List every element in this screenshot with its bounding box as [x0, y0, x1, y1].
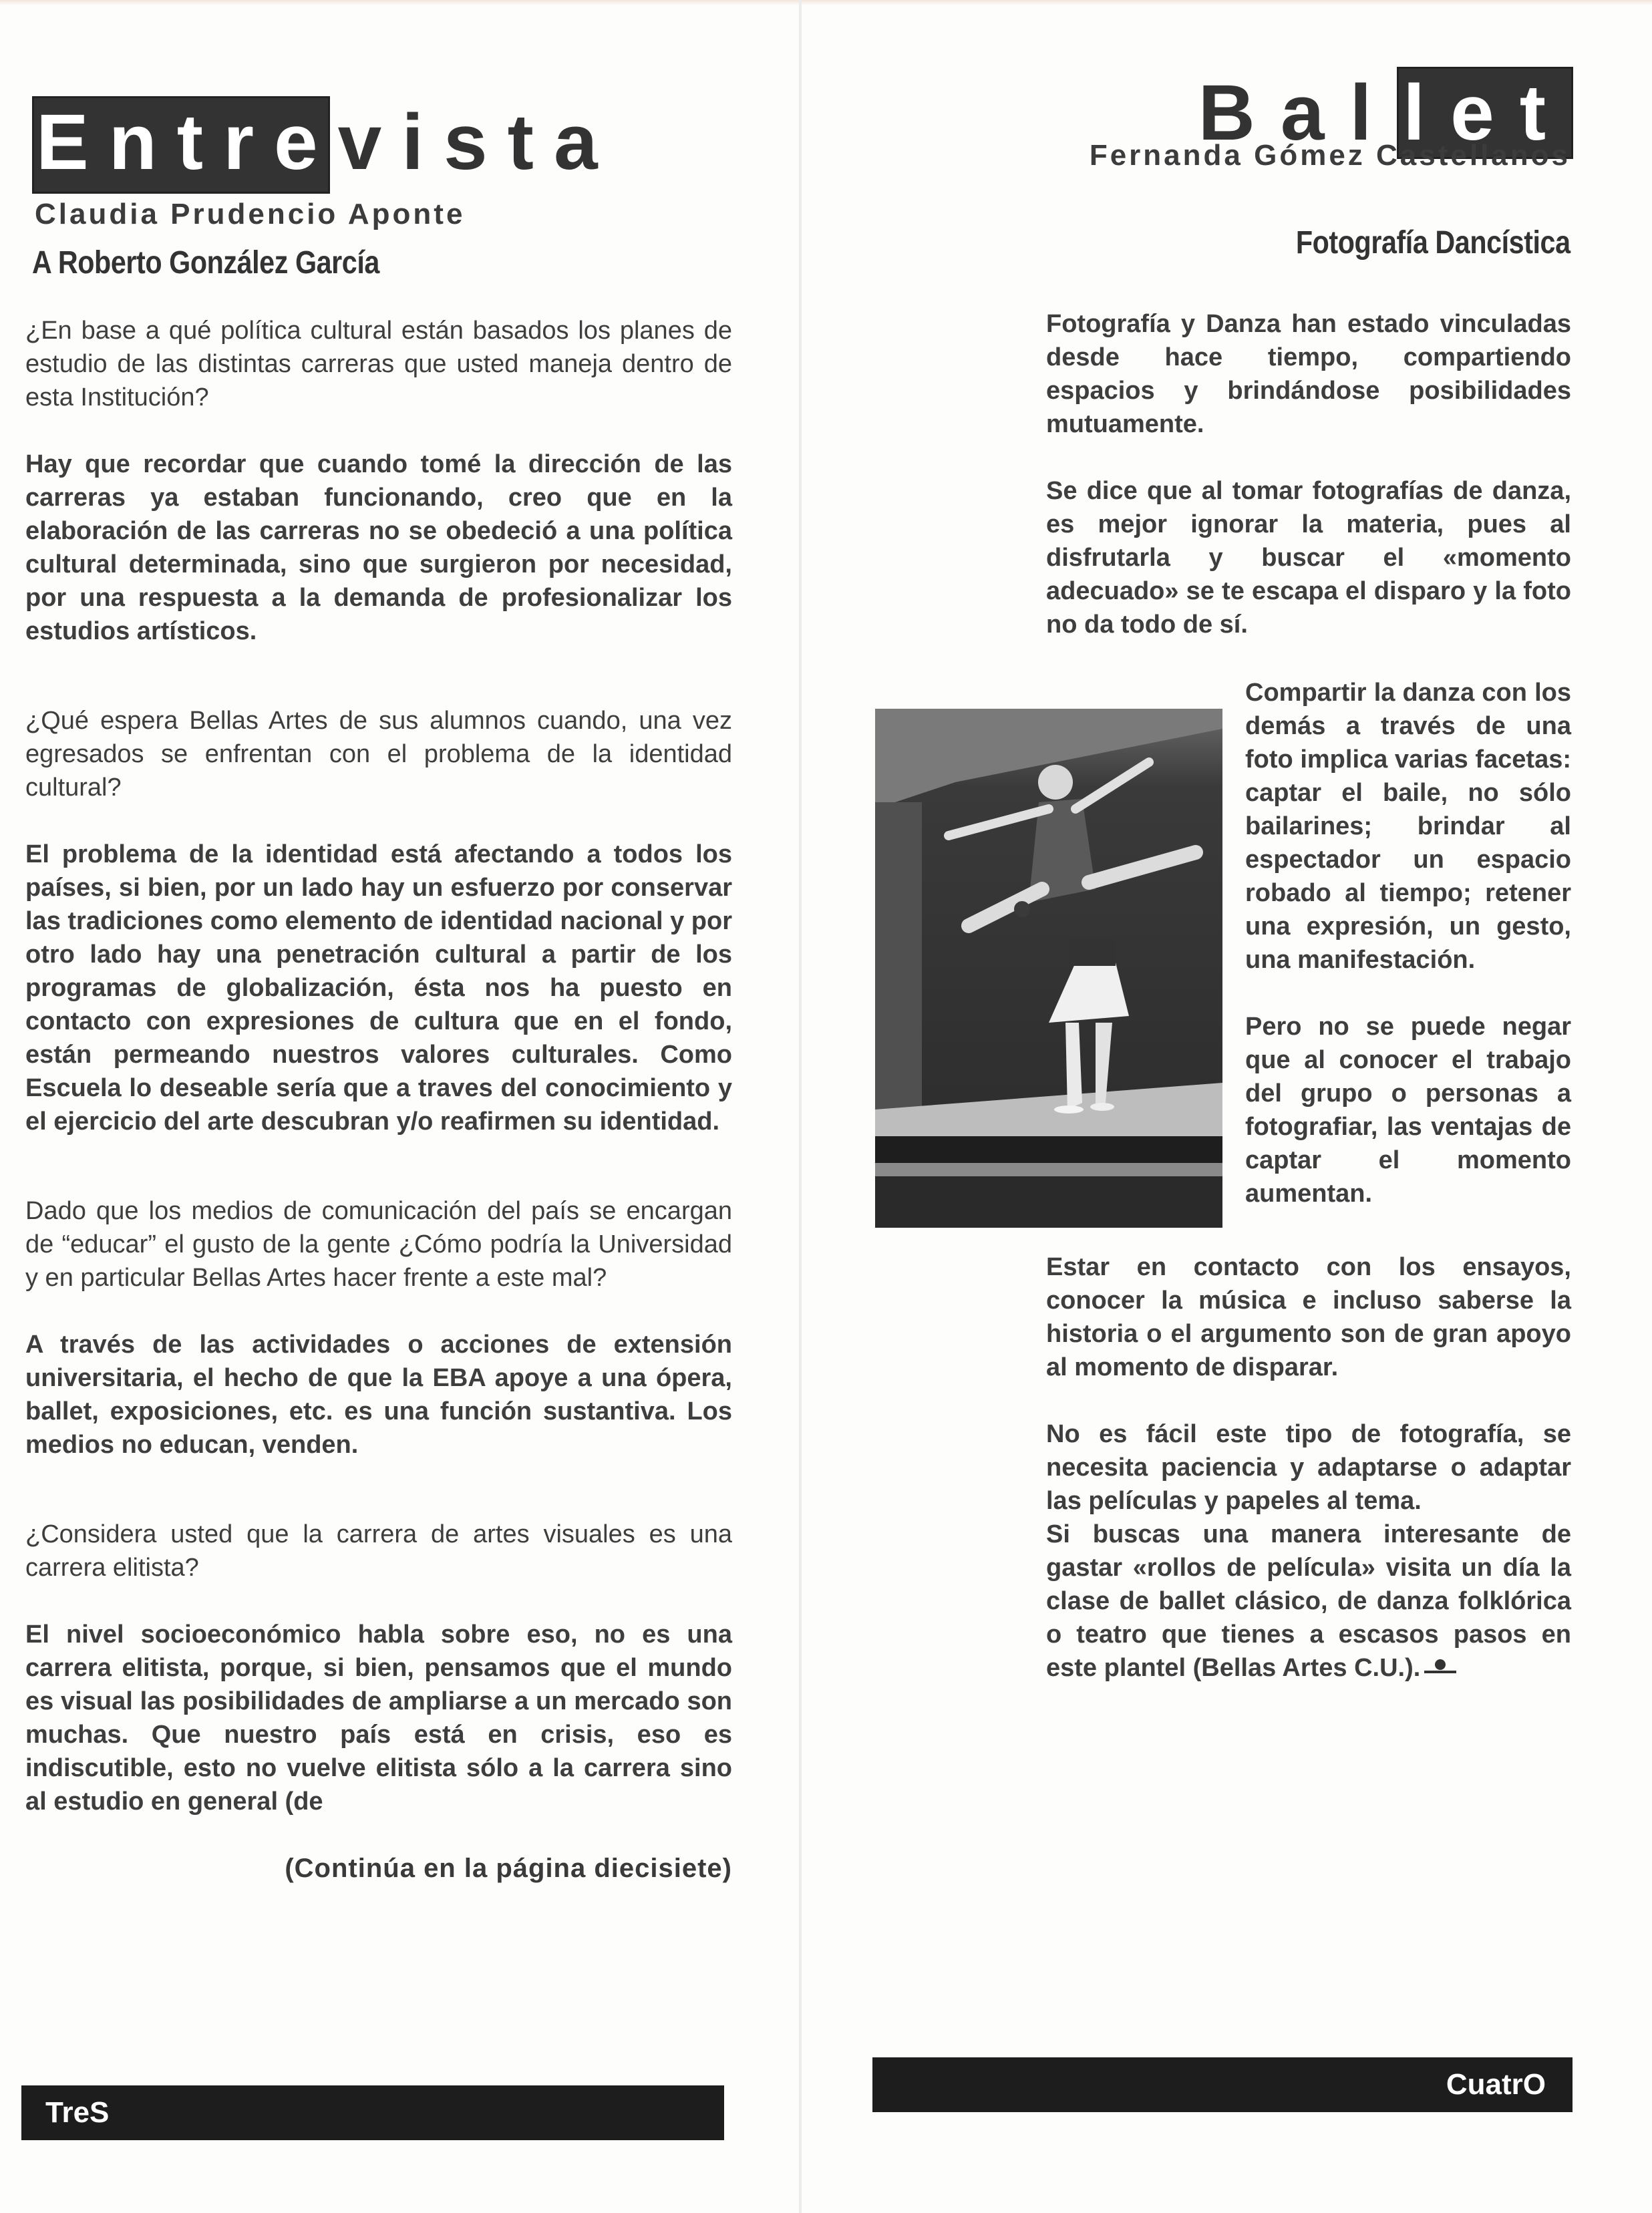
paragraph: Compartir la danza con los demás a través de una foto implica varias facetas: captar el baile, no sólo bailarines; brindar al espectador un espacio robado al tiempo; retener una expresión, un gesto, una manifestación. — [1245, 679, 1571, 974]
continued-note: (Continúa en la página diecisiete) — [285, 1854, 732, 1883]
paragraph: No es fácil este tipo de fotografía, se necesita paciencia y adaptarse o adaptar las películas y papeles al tema. — [1046, 1420, 1571, 1515]
section-title-plain: Bal — [1198, 69, 1397, 157]
article-body — [875, 676, 1571, 1719]
section-title-text: Entrevista — [31, 92, 618, 192]
end-of-article-icon — [1420, 1653, 1460, 1686]
answer-1: Hay que recordar que cuando tomé la dirección de las carreras ya estaban funcionando, creo que en la elaboración de las carreras no se obedeció a una política cultural determinada, sino que surgieron por necesidad, por una respuesta a la demanda de profesionalizar los estudios artísticos. — [25, 450, 732, 645]
answer-4: El nivel socioeconómico habla sobre eso, no es una carrera elitista, porque, si bien, pensamos que el mundo es visual las posibilidades de ampliarse a un mercado son muchas. Que nuestro país está en crisis, eso es indiscutible, esto no vuelve elitista sólo a la carrera sino al estudio en general (de — [25, 1621, 732, 1816]
paper-top-edge — [0, 0, 1652, 5]
article-conclusion — [1046, 1244, 1571, 1686]
section-title-inverted: let — [1397, 67, 1573, 159]
paragraph: Pero no se puede negar que al conocer el trabajo del grupo o personas a fotografiar, las ventajas de captar el momento aumentan. — [1245, 1013, 1571, 1208]
section-title-entrevista — [31, 92, 618, 192]
interview-body — [25, 314, 732, 1885]
page-fold — [799, 0, 802, 2213]
article-intro — [1046, 307, 1571, 675]
ballet-photo-icon — [875, 709, 1222, 1228]
interview-subtitle: A Roberto González García — [32, 245, 379, 281]
question-2: ¿Qué espera Bellas Artes de sus alumnos cuando, una vez egresados se enfrentan con el problema de la identidad cultural? — [25, 707, 732, 802]
paragraph-final — [1046, 1518, 1571, 1686]
question-4: ¿Considera usted que la carrera de artes visuales es una carrera elitista? — [25, 1520, 732, 1582]
paragraph: Estar en contacto con los ensayos, conocer la música e incluso saberse la historia o el argumento son de gran apoyo al momento de disparar. — [1046, 1253, 1571, 1381]
page-number-right: CuatrO — [1446, 2068, 1546, 2101]
paragraph: Fotografía y Danza han estado vinculadas desde hace tiempo, compartiendo espacios y brindándose posibilidades mutuamente. — [1046, 310, 1571, 438]
answer-3: A través de las actividades o acciones de extensión universitaria, el hecho de que la EBA apoye a una ópera, ballet, exposiciones, etc. es una función sustantiva. Los medios no educan, venden. — [25, 1331, 732, 1459]
paragraph: Se dice que al tomar fotografías de danza, es mejor ignorar la materia, pues al disfrutarla y buscar el «momento adecuado» se te escapa el disparo y la foto no da todo de sí. — [1046, 477, 1571, 639]
answer-2: El problema de la identidad está afectando a todos los países, si bien, por un lado hay un esfuerzo por conservar las tradiciones como elemento de identidad nacional y por otro lado hay una penetración cultural a partir de los programas de globalización, ésta nos ha puesto en contacto con expresiones de cultura que en el fondo, están permeando nuestros valores culturales. Como Escuela lo deseable sería que a traves del conocimiento y el ejercicio del arte descubran y/o reafirmen su identidad. — [25, 840, 732, 1136]
paragraph-final-text: Si buscas una manera interesante de gastar «rollos de película» visita un día la clase de ballet clásico, de danza folklórica o teatro que tienes a escasos pasos en este plantel (Bellas Artes C.U.). — [1046, 1520, 1571, 1682]
page-footer-left — [21, 2085, 724, 2140]
author-right: Fernanda Gómez Castellanos — [1089, 139, 1571, 172]
page-footer-right — [872, 2057, 1573, 2112]
author-left: Claudia Prudencio Aponte — [35, 198, 466, 230]
question-3: Dado que los medios de comunicación del país se encargan de “educar” el gusto de la gente ¿Cómo podría la Universidad y en particular Bellas Artes hacer frente a este mal? — [25, 1197, 732, 1292]
ballet-photo — [875, 709, 1222, 1228]
question-1: ¿En base a qué política cultural están basados los planes de estudio de las distintas carreras que usted maneja dentro de esta Institución? — [25, 317, 732, 411]
article-subtitle: Fotografía Dancística — [1296, 225, 1571, 261]
page-number-left: TreS — [45, 2096, 110, 2129]
